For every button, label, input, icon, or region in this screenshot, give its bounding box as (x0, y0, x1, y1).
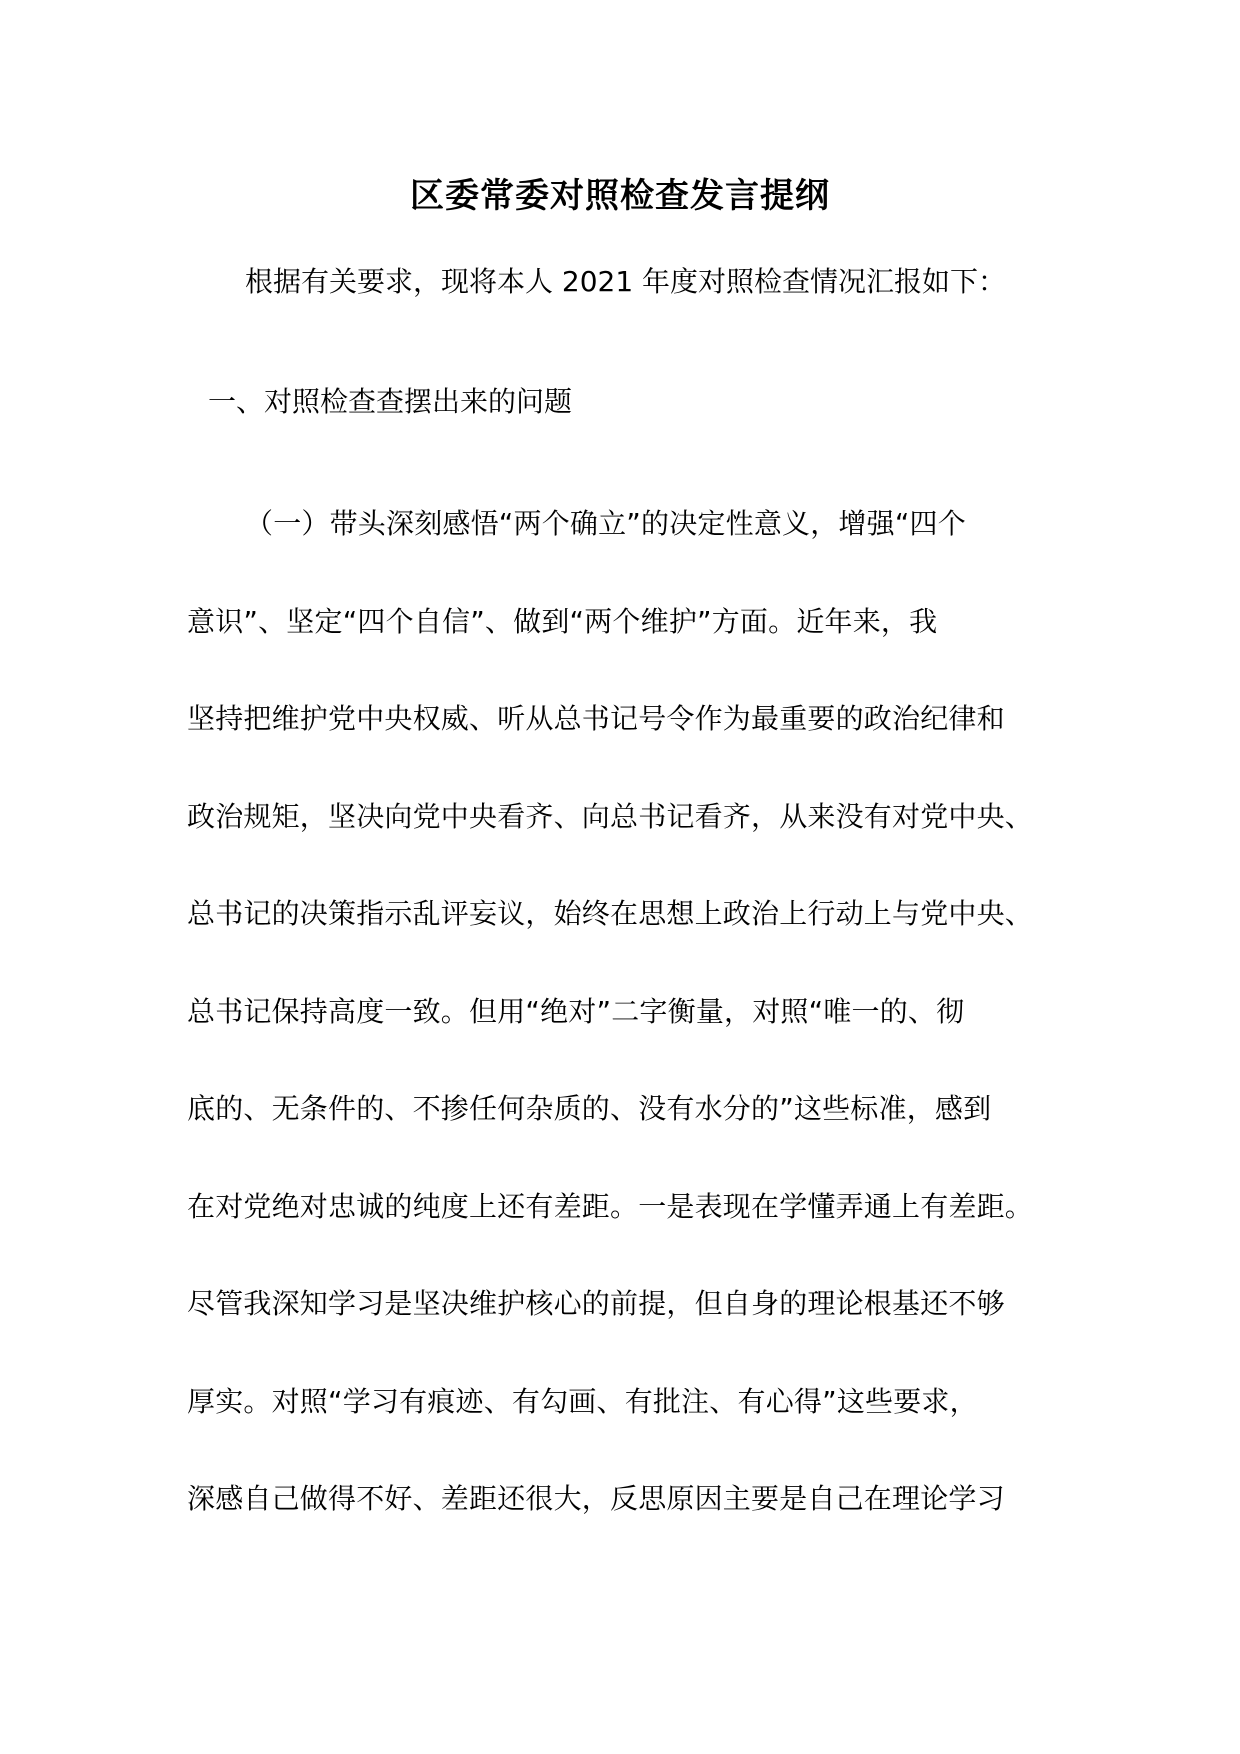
body-line: 尽管我深知学习是坚决维护核心的前提，但自身的理论根基还不够 (187, 1287, 1005, 1320)
body-line: 在对党绝对忠诚的纯度上还有差距。一是表现在学懂弄通上有差距。 (187, 1189, 1034, 1223)
body-line: 深感自己做得不好、差距还很大，反思原因主要是自己在理论学习 (187, 1482, 1005, 1515)
body-line: 坚持把维护党中央权威、听从总书记号令作为最重要的政治纪律和 (187, 702, 1005, 735)
body-line: 政治规矩，坚决向党中央看齐、向总书记看齐，从来没有对党中央、 (187, 799, 1034, 833)
body-line: 厚实。对照“学习有痕迹、有勾画、有批注、有心得”这些要求， (187, 1384, 978, 1418)
intro-paragraph: 根据有关要求，现将本人 2021 年度对照检查情况汇报如下： (245, 265, 1007, 298)
body-paragraph (187, 504, 1067, 1577)
body-line: 总书记保持高度一致。但用“绝对”二字衡量，对照“唯一的、彻 (187, 994, 965, 1028)
body-line: 总书记的决策指示乱评妄议，始终在思想上政治上行动上与党中央、 (187, 897, 1034, 930)
body-line: （一）带头深刻感悟“两个确立”的决定性意义，增强“四个 (245, 507, 966, 540)
body-line: 意识”、坚定“四个自信”、做到“两个维护”方面。近年来，我 (187, 604, 938, 638)
section-heading: 一、对照检查查摆出来的问题 (208, 385, 573, 418)
body-line: 底的、无条件的、不掺任何杂质的、没有水分的”这些标准，感到 (187, 1092, 992, 1125)
document-title: 区委常委对照检查发言提纲 (410, 176, 830, 216)
